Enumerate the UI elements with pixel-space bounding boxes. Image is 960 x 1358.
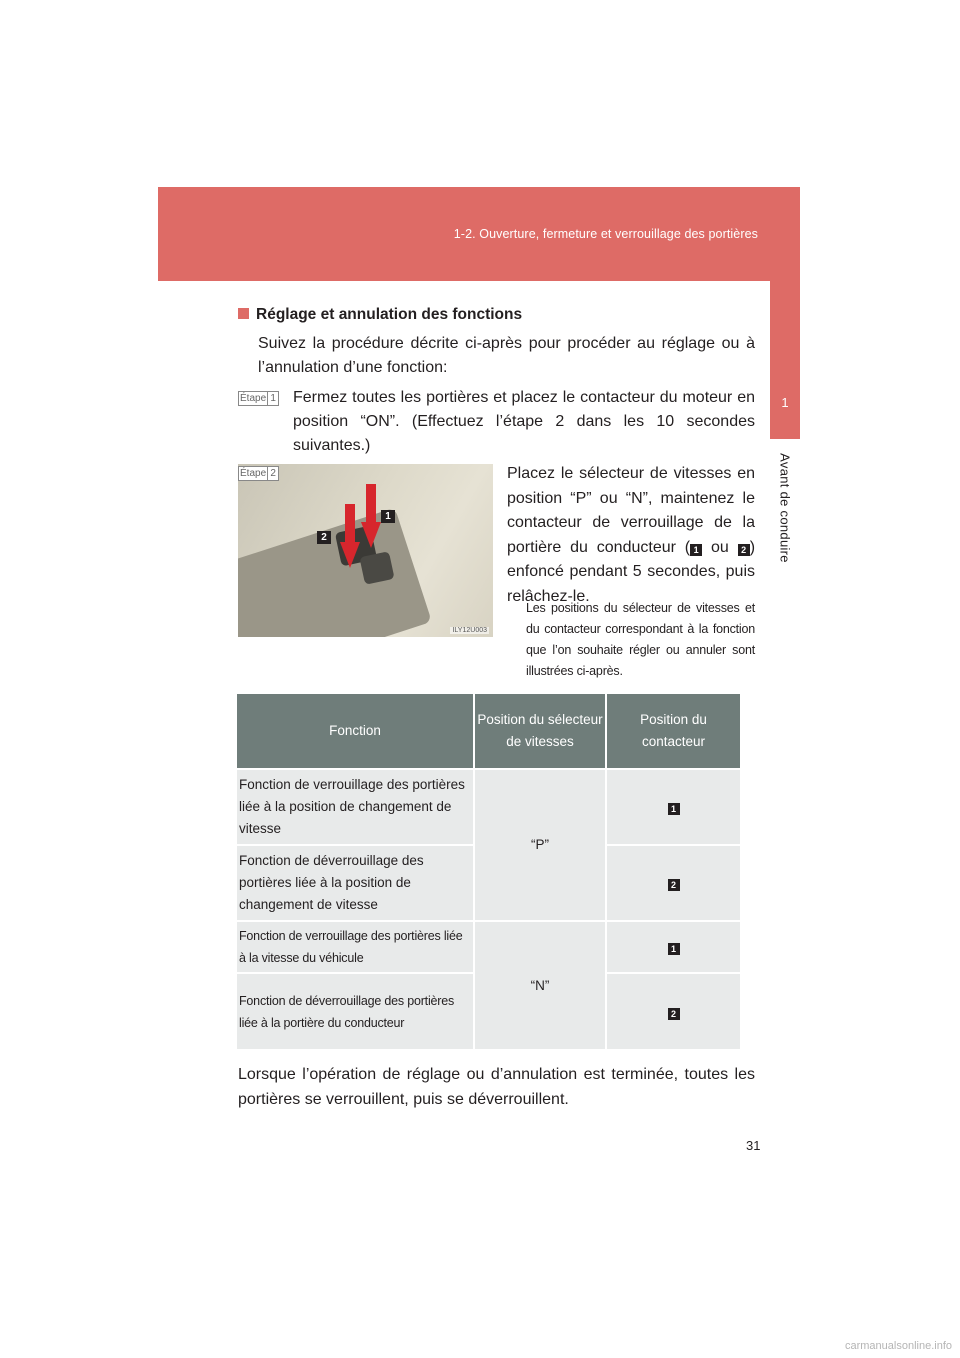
arrow-1-shaft <box>366 484 376 524</box>
step-number: 1 <box>268 391 279 406</box>
header-selector-position: Position du sélecteur de vitesses <box>474 694 606 769</box>
switch-2-icon: 2 <box>668 879 680 891</box>
header-function: Fonction <box>237 694 474 769</box>
switch-cell <box>606 769 740 845</box>
step-label-text: Étape <box>240 393 267 404</box>
chapter-tab <box>770 281 800 439</box>
chapter-number: 1 <box>781 395 789 410</box>
switch-1-icon: 1 <box>668 943 680 955</box>
section-header-title: 1-2. Ouverture, fermeture et verrouillage des portières <box>453 227 758 241</box>
window-switch-panel <box>238 508 432 637</box>
table-row <box>237 769 740 845</box>
switch-cell <box>606 973 740 1049</box>
section-title-text: Réglage et annulation des fonctions <box>256 306 523 323</box>
down-arrow-icon <box>361 522 381 548</box>
switch-1-icon: 1 <box>690 544 702 556</box>
door-switch-photo <box>238 464 493 637</box>
selector-cell: “P” <box>474 769 606 921</box>
switch-2-icon: 2 <box>668 1008 680 1020</box>
arrow-2-shaft <box>345 504 355 544</box>
step-2-text-part-b: ) enfoncé pendant 5 secondes, puis relâchez-le. <box>507 538 756 605</box>
page-number: 31 <box>746 1138 761 1153</box>
step-2-text-part-a: Placez le sélecteur de vitesses en position “P” ou “N”, maintenez le contacteur de verrouillage de la portière du conducteur ( <box>507 465 755 556</box>
selector-cell: “N” <box>474 921 606 1049</box>
section-intro: Suivez la procédure décrite ci-après pour procéder au réglage ou à l’annulation d’une fonction: <box>258 335 755 376</box>
figure-code: ILY12U003 <box>452 627 487 634</box>
switch-cell <box>606 921 740 973</box>
switch-cell <box>606 845 740 921</box>
callout-2-badge: 2 <box>317 531 331 544</box>
chapter-label <box>778 448 792 568</box>
function-cell: Fonction de verrouillage des portières liée à la vitesse du véhicule <box>237 921 474 973</box>
chapter-header-band <box>158 187 800 281</box>
switch-2-icon: 2 <box>738 544 750 556</box>
step-number: 2 <box>268 466 279 481</box>
step-2-text <box>507 462 755 609</box>
conclusion-text: Lorsque l’opération de réglage ou d’annulation est terminée, toutes les portières se verrouillent, puis se déverrouillent. <box>238 1066 755 1108</box>
square-bullet-icon <box>238 308 249 319</box>
function-cell: Fonction de verrouillage des portières liée à la position de changement de vitesse <box>237 769 474 845</box>
step-2-label <box>238 466 279 479</box>
chapter-label-text: Avant de conduire <box>777 453 793 563</box>
header-switch-position: Position du contacteur <box>606 694 740 769</box>
down-arrow-icon <box>340 542 360 568</box>
step-2-or: ou <box>711 538 729 556</box>
step-label-text: Étape <box>240 468 267 479</box>
section-title <box>238 306 522 324</box>
watermark[interactable]: carmanualsonline.info <box>844 1340 952 1352</box>
step-1-text: Fermez toutes les portières et placez le contacteur du moteur en position “ON”. (Effectuez l’étape 2 dans les 10 secondes suivantes.) <box>293 389 755 454</box>
step-1-label <box>238 391 279 404</box>
table-row <box>237 921 740 973</box>
function-cell: Fonction de déverrouillage des portières liée à la portière du conducteur <box>237 973 474 1049</box>
step-2-note: Les positions du sélecteur de vitesses et du contacteur correspondant à la fonction que l’on souhaite régler ou annuler sont illustrées ci-après. <box>526 601 755 678</box>
callout-1-badge: 1 <box>381 510 395 523</box>
function-cell: Fonction de déverrouillage des portières liée à la position de changement de vitesse <box>237 845 474 921</box>
function-table <box>237 694 740 1049</box>
table-header-row <box>237 694 740 769</box>
switch-1-icon: 1 <box>668 803 680 815</box>
